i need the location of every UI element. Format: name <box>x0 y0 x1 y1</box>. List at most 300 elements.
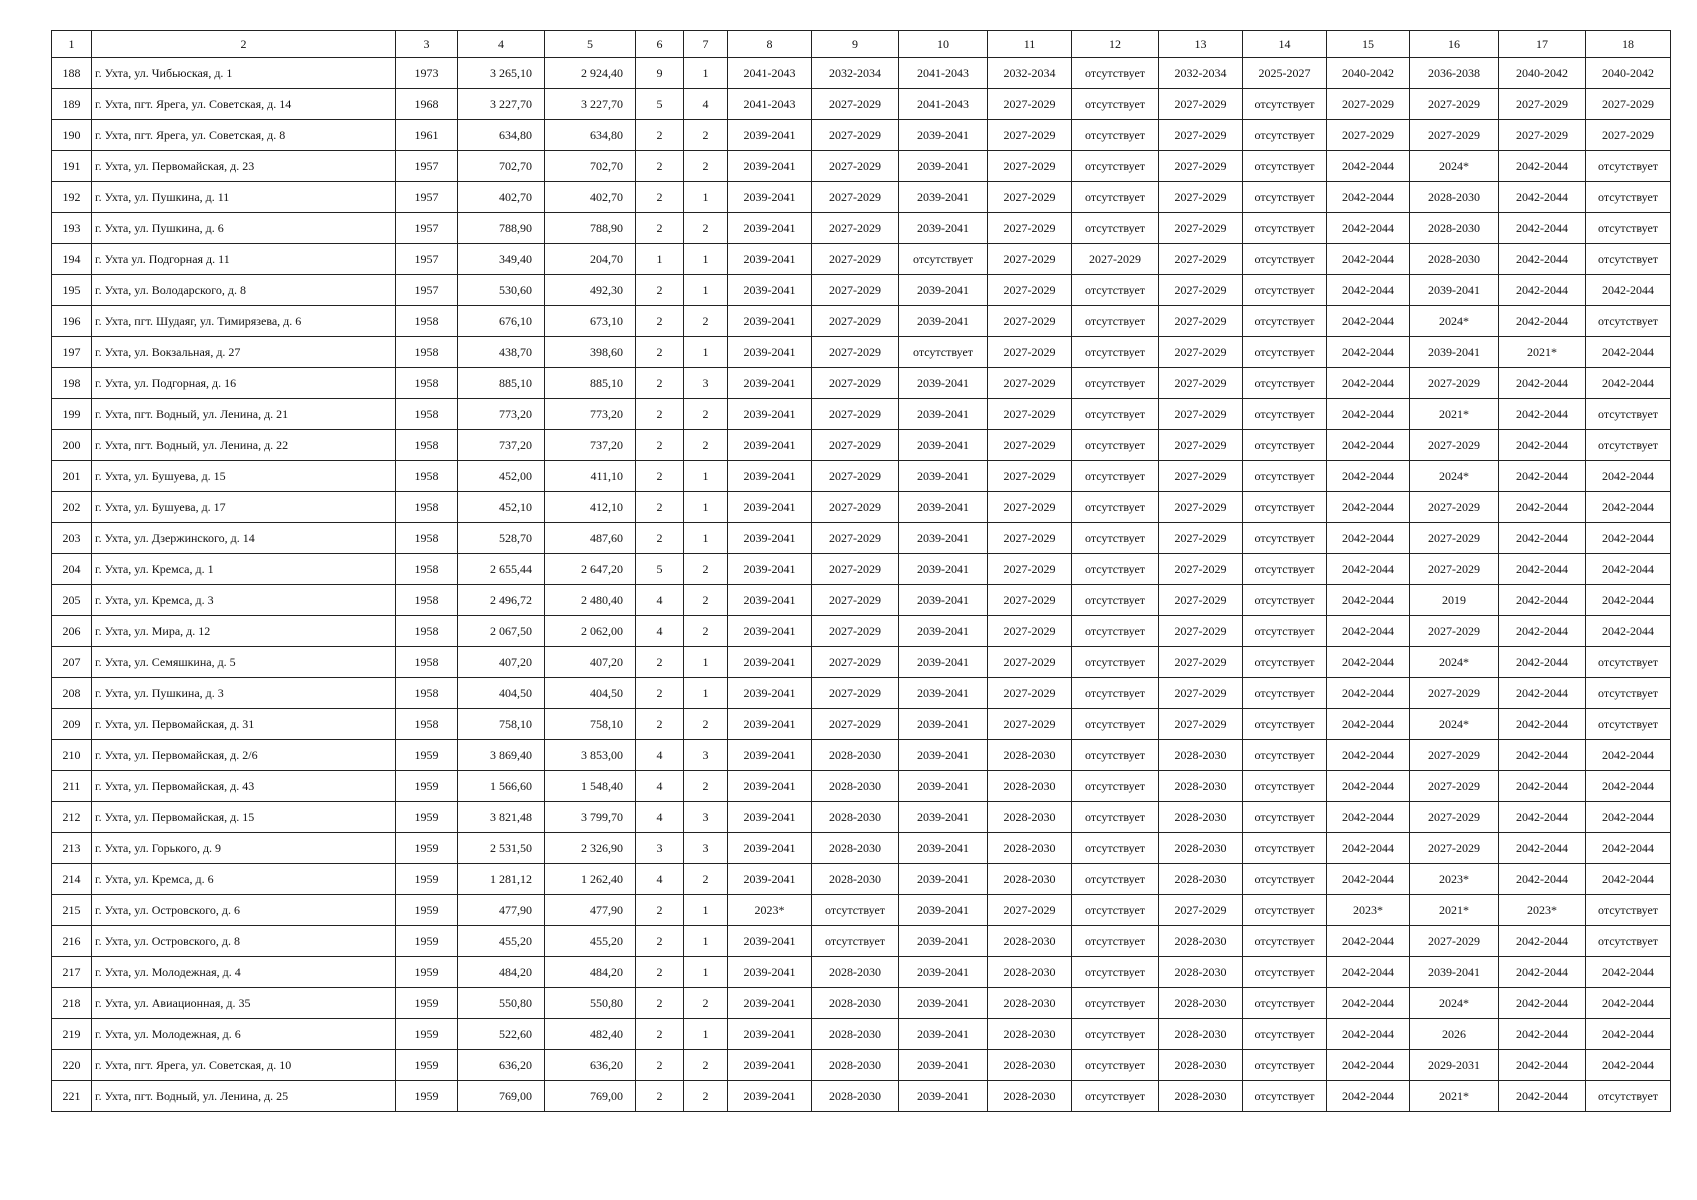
table-cell: 2027-2029 <box>812 275 899 306</box>
table-cell: 2042-2044 <box>1327 151 1410 182</box>
table-cell: 2039-2041 <box>728 120 812 151</box>
table-cell: 2040-2042 <box>1586 58 1671 89</box>
table-cell: 2039-2041 <box>899 492 988 523</box>
table-cell: 2042-2044 <box>1327 523 1410 554</box>
address-cell: г. Ухта, ул. Дзержинского, д. 14 <box>92 523 396 554</box>
table-cell: 211 <box>52 771 92 802</box>
table-row <box>52 244 1671 275</box>
table-cell: 2027-2029 <box>812 151 899 182</box>
table-cell: 2039-2041 <box>728 833 812 864</box>
table-cell: отсутствует <box>1243 833 1327 864</box>
table-cell: 788,90 <box>458 213 545 244</box>
table-cell: 1 <box>684 461 728 492</box>
table-cell: 2 <box>636 306 684 337</box>
table-cell: отсутствует <box>1072 647 1159 678</box>
table-cell: 2042-2044 <box>1499 492 1586 523</box>
table-cell: 477,90 <box>545 895 636 926</box>
table-cell: отсутствует <box>1072 1050 1159 1081</box>
table-cell: 2027-2029 <box>988 647 1072 678</box>
address-cell: г. Ухта, ул. Пушкина, д. 11 <box>92 182 396 213</box>
table-cell: 2027-2029 <box>812 120 899 151</box>
table-cell: 2028-2030 <box>1159 1050 1243 1081</box>
table-cell: 218 <box>52 988 92 1019</box>
table-cell: 203 <box>52 523 92 554</box>
table-cell: 2039-2041 <box>728 988 812 1019</box>
table-cell: 2039-2041 <box>1410 275 1499 306</box>
table-cell: 2042-2044 <box>1586 740 1671 771</box>
table-cell: 2042-2044 <box>1499 1050 1586 1081</box>
table-cell: 2 326,90 <box>545 833 636 864</box>
table-cell: 2039-2041 <box>728 802 812 833</box>
table-cell: 2042-2044 <box>1586 616 1671 647</box>
table-cell: 4 <box>636 616 684 647</box>
address-cell: г. Ухта, ул. Островского, д. 6 <box>92 895 396 926</box>
table-cell: 2024* <box>1410 461 1499 492</box>
table-cell: 2042-2044 <box>1327 802 1410 833</box>
table-cell: 2027-2029 <box>1159 151 1243 182</box>
table-cell: 1958 <box>396 492 458 523</box>
address-cell: г. Ухта, пгт. Водный, ул. Ленина, д. 22 <box>92 430 396 461</box>
table-cell: 1958 <box>396 647 458 678</box>
table-cell: 2039-2041 <box>899 306 988 337</box>
table-cell: 455,20 <box>545 926 636 957</box>
table-cell: отсутствует <box>1072 461 1159 492</box>
table-cell: отсутствует <box>812 895 899 926</box>
table-cell: 482,40 <box>545 1019 636 1050</box>
table-cell: 189 <box>52 89 92 120</box>
table-cell: отсутствует <box>1072 554 1159 585</box>
table-cell: 2039-2041 <box>899 709 988 740</box>
table-cell: 2042-2044 <box>1586 1050 1671 1081</box>
table-cell: 213 <box>52 833 92 864</box>
table-cell: 2024* <box>1410 151 1499 182</box>
table-cell: 2039-2041 <box>728 492 812 523</box>
table-row <box>52 957 1671 988</box>
table-cell: 2039-2041 <box>728 554 812 585</box>
table-cell: 2041-2043 <box>899 89 988 120</box>
table-cell: отсутствует <box>1072 1081 1159 1112</box>
table-cell: 1 <box>684 244 728 275</box>
table-row <box>52 492 1671 523</box>
table-cell: 3 227,70 <box>458 89 545 120</box>
table-cell: 1958 <box>396 523 458 554</box>
table-cell: отсутствует <box>1072 740 1159 771</box>
address-cell: г. Ухта, ул. Островского, д. 8 <box>92 926 396 957</box>
table-cell: 2027-2029 <box>812 213 899 244</box>
address-cell: г. Ухта ул. Подгорная д. 11 <box>92 244 396 275</box>
address-cell: г. Ухта, ул. Авиационная, д. 35 <box>92 988 396 1019</box>
table-cell: 198 <box>52 368 92 399</box>
table-cell: 3 <box>636 833 684 864</box>
table-cell: отсутствует <box>1072 926 1159 957</box>
table-cell: 1 548,40 <box>545 771 636 802</box>
table-cell: 2 531,50 <box>458 833 545 864</box>
table-cell: 1959 <box>396 895 458 926</box>
table-row <box>52 399 1671 430</box>
table-cell: 2028-2030 <box>988 957 1072 988</box>
table-cell: 2028-2030 <box>812 1081 899 1112</box>
table-cell: 200 <box>52 430 92 461</box>
table-cell: 3 265,10 <box>458 58 545 89</box>
address-cell: г. Ухта, ул. Первомайская, д. 23 <box>92 151 396 182</box>
table-cell: 2039-2041 <box>899 430 988 461</box>
table-cell: 4 <box>636 585 684 616</box>
table-cell: 1973 <box>396 58 458 89</box>
table-cell: 2027-2029 <box>988 461 1072 492</box>
table-cell: 2 <box>636 1081 684 1112</box>
table-cell: 2027-2029 <box>812 182 899 213</box>
column-header: 6 <box>636 31 684 58</box>
table-row <box>52 833 1671 864</box>
housing-repair-schedule-table <box>51 30 1671 1112</box>
address-cell: г. Ухта, ул. Володарского, д. 8 <box>92 275 396 306</box>
address-cell: г. Ухта, пгт. Водный, ул. Ленина, д. 21 <box>92 399 396 430</box>
table-cell: 484,20 <box>545 957 636 988</box>
table-cell: 2 <box>684 430 728 461</box>
table-row <box>52 802 1671 833</box>
table-cell: 2042-2044 <box>1586 1019 1671 1050</box>
table-cell: 197 <box>52 337 92 368</box>
table-cell: 2042-2044 <box>1586 585 1671 616</box>
table-cell: 2027-2029 <box>1159 492 1243 523</box>
table-cell: 2042-2044 <box>1499 771 1586 802</box>
column-header: 1 <box>52 31 92 58</box>
table-cell: 2028-2030 <box>1159 833 1243 864</box>
table-row <box>52 89 1671 120</box>
table-cell: 2027-2029 <box>1410 430 1499 461</box>
table-cell: 2039-2041 <box>899 895 988 926</box>
table-cell: 452,00 <box>458 461 545 492</box>
table-cell: 1959 <box>396 1081 458 1112</box>
table-cell: 2028-2030 <box>1410 244 1499 275</box>
table-cell: 2039-2041 <box>1410 337 1499 368</box>
table-cell: 2039-2041 <box>728 1081 812 1112</box>
table-cell: 1959 <box>396 740 458 771</box>
address-cell: г. Ухта, ул. Первомайская, д. 2/6 <box>92 740 396 771</box>
table-cell: 207 <box>52 647 92 678</box>
table-cell: 2028-2030 <box>988 802 1072 833</box>
table-row <box>52 337 1671 368</box>
address-cell: г. Ухта, ул. Первомайская, д. 15 <box>92 802 396 833</box>
table-cell: 2 <box>636 151 684 182</box>
table-cell: 2027-2029 <box>1159 182 1243 213</box>
table-cell: 2027-2029 <box>1159 399 1243 430</box>
table-cell: 2042-2044 <box>1499 988 1586 1019</box>
table-cell: 204,70 <box>545 244 636 275</box>
table-cell: 2042-2044 <box>1586 988 1671 1019</box>
table-cell: 202 <box>52 492 92 523</box>
table-cell: 2042-2044 <box>1327 1050 1410 1081</box>
table-cell: 1959 <box>396 988 458 1019</box>
table-cell: 1959 <box>396 957 458 988</box>
table-cell: 2039-2041 <box>899 554 988 585</box>
table-cell: 1959 <box>396 1019 458 1050</box>
table-cell: 2023* <box>1327 895 1410 926</box>
table-cell: 636,20 <box>458 1050 545 1081</box>
table-cell: 3 <box>684 740 728 771</box>
table-cell: отсутствует <box>1243 554 1327 585</box>
table-cell: отсутствует <box>1072 306 1159 337</box>
table-cell: 3 869,40 <box>458 740 545 771</box>
table-cell: отсутствует <box>1243 1081 1327 1112</box>
table-row <box>52 709 1671 740</box>
table-cell: 702,70 <box>458 151 545 182</box>
address-cell: г. Ухта, пгт. Ярега, ул. Советская, д. 14 <box>92 89 396 120</box>
table-cell: 2039-2041 <box>899 399 988 430</box>
table-cell: 2028-2030 <box>988 988 1072 1019</box>
table-cell: 2042-2044 <box>1327 957 1410 988</box>
table-cell: 2042-2044 <box>1327 213 1410 244</box>
table-cell: 2027-2029 <box>812 337 899 368</box>
table-cell: 1 566,60 <box>458 771 545 802</box>
table-cell: отсутствует <box>1072 399 1159 430</box>
table-cell: 1 262,40 <box>545 864 636 895</box>
address-cell: г. Ухта, ул. Молодежная, д. 4 <box>92 957 396 988</box>
table-cell: 2027-2029 <box>1159 89 1243 120</box>
table-cell: 2042-2044 <box>1586 957 1671 988</box>
table-cell: 3 821,48 <box>458 802 545 833</box>
table-row <box>52 182 1671 213</box>
table-cell: 398,60 <box>545 337 636 368</box>
table-cell: отсутствует <box>1243 678 1327 709</box>
table-cell: 2039-2041 <box>728 399 812 430</box>
table-cell: 1959 <box>396 926 458 957</box>
table-cell: 2 <box>684 616 728 647</box>
table-cell: 2042-2044 <box>1327 368 1410 399</box>
table-cell: 349,40 <box>458 244 545 275</box>
table-row <box>52 895 1671 926</box>
table-cell: 758,10 <box>545 709 636 740</box>
table-cell: отсутствует <box>1243 988 1327 1019</box>
table-cell: 2039-2041 <box>728 368 812 399</box>
table-cell: 2024* <box>1410 988 1499 1019</box>
table-cell: 2042-2044 <box>1327 771 1410 802</box>
table-cell: 2039-2041 <box>728 213 812 244</box>
table-cell: 2027-2029 <box>812 368 899 399</box>
table-cell: 206 <box>52 616 92 647</box>
table-cell: 773,20 <box>545 399 636 430</box>
table-cell: 2028-2030 <box>1159 771 1243 802</box>
table-cell: отсутствует <box>1072 492 1159 523</box>
table-cell: отсутствует <box>812 926 899 957</box>
address-cell: г. Ухта, ул. Семяшкина, д. 5 <box>92 647 396 678</box>
table-cell: 2028-2030 <box>1159 740 1243 771</box>
table-cell: 2 <box>636 399 684 430</box>
table-cell: 2042-2044 <box>1586 492 1671 523</box>
table-cell: 2027-2029 <box>1410 740 1499 771</box>
table-cell: 2027-2029 <box>812 585 899 616</box>
table-cell: отсутствует <box>1072 895 1159 926</box>
table-cell: 2027-2029 <box>1159 120 1243 151</box>
table-cell: 2042-2044 <box>1327 647 1410 678</box>
table-cell: отсутствует <box>1072 771 1159 802</box>
table-cell: 2027-2029 <box>988 895 1072 926</box>
table-cell: 2039-2041 <box>728 151 812 182</box>
table-cell: 2028-2030 <box>812 1050 899 1081</box>
table-cell: 2042-2044 <box>1499 926 1586 957</box>
table-cell: 2042-2044 <box>1499 709 1586 740</box>
table-cell: отсутствует <box>1243 151 1327 182</box>
table-cell: отсутствует <box>1072 523 1159 554</box>
table-cell: 492,30 <box>545 275 636 306</box>
table-cell: 2039-2041 <box>728 957 812 988</box>
table-cell: 2027-2029 <box>1159 678 1243 709</box>
table-cell: 2027-2029 <box>812 89 899 120</box>
table-row <box>52 554 1671 585</box>
table-cell: 2027-2029 <box>988 244 1072 275</box>
table-cell: 2042-2044 <box>1586 771 1671 802</box>
table-cell: 2042-2044 <box>1499 802 1586 833</box>
table-cell: отсутствует <box>1243 771 1327 802</box>
table-cell: 2024* <box>1410 306 1499 337</box>
table-row <box>52 585 1671 616</box>
table-cell: отсутствует <box>1072 368 1159 399</box>
table-cell: отсутствует <box>1243 244 1327 275</box>
table-cell: 2042-2044 <box>1327 244 1410 275</box>
table-cell: 2042-2044 <box>1327 275 1410 306</box>
table-cell: 2 <box>636 337 684 368</box>
table-cell: 402,70 <box>545 182 636 213</box>
table-cell: отсутствует <box>1586 151 1671 182</box>
table-cell: 2021* <box>1410 399 1499 430</box>
table-cell: 2 <box>684 399 728 430</box>
table-cell: 2028-2030 <box>988 1050 1072 1081</box>
table-cell: 2027-2029 <box>988 368 1072 399</box>
table-cell: отсутствует <box>1072 275 1159 306</box>
table-cell: отсутствует <box>1243 1050 1327 1081</box>
table-cell: 2042-2044 <box>1499 554 1586 585</box>
table-cell: 2028-2030 <box>1159 802 1243 833</box>
table-cell: 2039-2041 <box>899 771 988 802</box>
table-cell: 1959 <box>396 771 458 802</box>
table-row <box>52 678 1671 709</box>
table-cell: 2028-2030 <box>812 740 899 771</box>
table-cell: 2028-2030 <box>988 1081 1072 1112</box>
address-cell: г. Ухта, ул. Кремса, д. 3 <box>92 585 396 616</box>
table-cell: 2027-2029 <box>1410 89 1499 120</box>
table-cell: 192 <box>52 182 92 213</box>
table-cell: 2027-2029 <box>988 554 1072 585</box>
table-cell: 205 <box>52 585 92 616</box>
table-cell: отсутствует <box>1072 833 1159 864</box>
table-cell: 2042-2044 <box>1499 1019 1586 1050</box>
table-cell: 1959 <box>396 802 458 833</box>
table-cell: 195 <box>52 275 92 306</box>
table-cell: 2027-2029 <box>988 89 1072 120</box>
table-cell: 634,80 <box>458 120 545 151</box>
table-cell: отсутствует <box>1072 616 1159 647</box>
table-cell: 2042-2044 <box>1499 244 1586 275</box>
table-cell: 2041-2043 <box>728 58 812 89</box>
table-cell: 1957 <box>396 275 458 306</box>
table-cell: 1 <box>684 957 728 988</box>
table-cell: 3 <box>684 802 728 833</box>
table-cell: 2027-2029 <box>812 616 899 647</box>
table-cell: 2042-2044 <box>1586 554 1671 585</box>
table-cell: отсутствует <box>1586 678 1671 709</box>
table-cell: отсутствует <box>1072 151 1159 182</box>
table-cell: 2021* <box>1410 1081 1499 1112</box>
table-cell: отсутствует <box>1243 430 1327 461</box>
table-cell: 2029-2031 <box>1410 1050 1499 1081</box>
table-cell: 2042-2044 <box>1327 709 1410 740</box>
table-cell: отсутствует <box>1243 399 1327 430</box>
table-cell: 2 <box>636 368 684 399</box>
table-cell: 2023* <box>1499 895 1586 926</box>
table-cell: 2042-2044 <box>1499 213 1586 244</box>
table-cell: 2042-2044 <box>1586 833 1671 864</box>
table-cell: 1958 <box>396 368 458 399</box>
table-cell: 2028-2030 <box>812 1019 899 1050</box>
table-cell: 2027-2029 <box>1410 802 1499 833</box>
table-cell: 2039-2041 <box>728 1019 812 1050</box>
table-cell: 2042-2044 <box>1499 368 1586 399</box>
table-cell: 1958 <box>396 709 458 740</box>
address-cell: г. Ухта, ул. Пушкина, д. 3 <box>92 678 396 709</box>
table-cell: 210 <box>52 740 92 771</box>
table-cell: 1961 <box>396 120 458 151</box>
table-cell: 2042-2044 <box>1499 430 1586 461</box>
table-cell: 2039-2041 <box>899 275 988 306</box>
table-cell: 2 <box>636 709 684 740</box>
table-cell: отсутствует <box>1072 585 1159 616</box>
table-row <box>52 213 1671 244</box>
table-cell: 2027-2029 <box>988 213 1072 244</box>
table-cell: 487,60 <box>545 523 636 554</box>
table-cell: 407,20 <box>458 647 545 678</box>
table-cell: 2 <box>684 213 728 244</box>
table-cell: 2028-2030 <box>812 771 899 802</box>
table-cell: 2027-2029 <box>988 120 1072 151</box>
table-cell: 2042-2044 <box>1586 275 1671 306</box>
table-cell: 2039-2041 <box>728 244 812 275</box>
table-cell: 2028-2030 <box>1159 957 1243 988</box>
address-cell: г. Ухта, ул. Мира, д. 12 <box>92 616 396 647</box>
table-cell: отсутствует <box>1586 926 1671 957</box>
table-row <box>52 616 1671 647</box>
table-cell: 3 799,70 <box>545 802 636 833</box>
table-cell: 4 <box>636 771 684 802</box>
table-cell: 2042-2044 <box>1586 337 1671 368</box>
table-cell: 2027-2029 <box>988 337 1072 368</box>
table-cell: 2027-2029 <box>1159 554 1243 585</box>
table-cell: 2039-2041 <box>728 771 812 802</box>
table-cell: 1958 <box>396 461 458 492</box>
table-cell: 1958 <box>396 399 458 430</box>
table-cell: 2 <box>636 430 684 461</box>
table-cell: 2027-2029 <box>1159 616 1243 647</box>
table-cell: 2039-2041 <box>728 337 812 368</box>
table-cell: 2039-2041 <box>1410 957 1499 988</box>
table-cell: 1 <box>684 523 728 554</box>
table-cell: 2039-2041 <box>899 740 988 771</box>
column-header: 18 <box>1586 31 1671 58</box>
table-cell: 199 <box>52 399 92 430</box>
table-cell: 2042-2044 <box>1327 833 1410 864</box>
table-cell: 484,20 <box>458 957 545 988</box>
table-row <box>52 461 1671 492</box>
table-cell: 2042-2044 <box>1586 864 1671 895</box>
table-cell: 2024* <box>1410 647 1499 678</box>
table-cell: отсутствует <box>1243 213 1327 244</box>
table-cell: 2 <box>636 988 684 1019</box>
table-cell: 2023* <box>728 895 812 926</box>
table-cell: 2 <box>684 771 728 802</box>
table-cell: 2028-2030 <box>988 740 1072 771</box>
table-cell: 1957 <box>396 151 458 182</box>
table-cell: 1 281,12 <box>458 864 545 895</box>
table-cell: 2 <box>684 988 728 1019</box>
